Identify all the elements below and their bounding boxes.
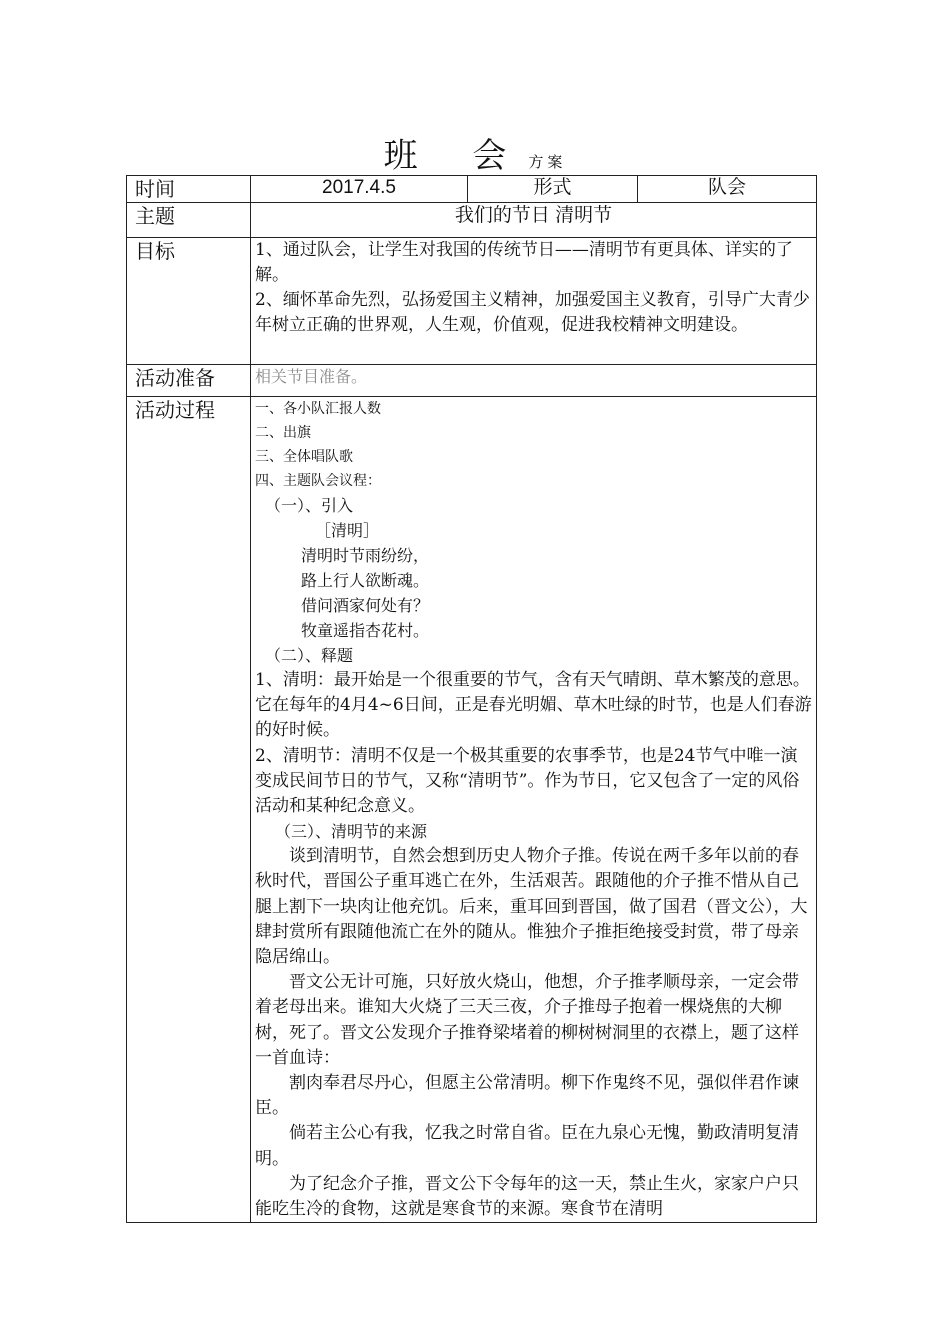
process-paragraph: 1、清明：最开始是一个很重要的节气，含有天气晴朗、草木繁茂的意思。它在每年的4月4~6日间，正是春光明媚、草木吐绿的时节，也是人们春游的好时候。 <box>255 670 812 741</box>
process-line: 一、各小队汇报人数 <box>255 401 381 417</box>
process-line: 二、出旗 <box>255 425 311 441</box>
theme-row <box>127 203 817 238</box>
process-line: 四、主题队会议程： <box>255 473 381 489</box>
process-paragraph: 谈到清明节，自然会想到历史人物介子推。传说在两千多年以前的春秋时代，晋国公子重耳逃亡在外，生活艰苦。跟随他的介子推不惜从自己腿上割下一块肉让他充饥。后来，重耳回到晋国，做了国君（晋文公），大肆封赏所有跟随他流亡在外的随从。惟独介子推拒绝接受封赏，带了母亲隐居绵山。 <box>255 846 808 968</box>
process-label: 活动过程 <box>127 397 251 1223</box>
process-row <box>127 397 817 1223</box>
process-paragraph: 2、清明节：清明不仅是一个极其重要的农事季节，也是24节气中唯一演变成民间节日的节气，又称“清明节”。作为节日，它又包含了一定的风俗活动和某种纪念意义。 <box>255 745 800 817</box>
section-heading: （一）、引入 <box>265 496 354 515</box>
blood-poem: 倘若主公心有我，忆我之时常自省。臣在九泉心无愧，勤政清明复清明。 <box>255 1123 799 1169</box>
poem-line: 清明时节雨纷纷， <box>301 546 430 565</box>
prep-value: 相关节目准备。 <box>251 365 817 397</box>
poem-line: 借问酒家何处有？ <box>301 596 430 615</box>
goal-row <box>127 238 817 365</box>
title-sub: 方案 <box>528 153 567 171</box>
process-paragraph: 晋文公无计可施，只好放火烧山，他想，介子推孝顺母亲，一定会带着老母出来。谁知大火烧了三天三夜，介子推母子抱着一棵烧焦的大柳树，死了。晋文公发现介子推脊梁堵着的柳树树洞里的衣襟上，题了这样一首血诗： <box>255 972 799 1068</box>
goal-item-2: 2、缅怀革命先烈，弘扬爱国主义精神，加强爱国主义教育，引导广大青少年树立正确的世界观，人生观，价值观，促进我校精神文明建设。 <box>255 290 810 335</box>
goal-label: 目标 <box>127 238 251 365</box>
time-label: 时间 <box>127 176 251 203</box>
time-row <box>127 176 817 203</box>
plan-table <box>126 175 817 1223</box>
poem-line: 牧童遥指杏花村。 <box>301 621 430 640</box>
time-value: 2017.4.5 <box>251 176 468 203</box>
title-main: 班 会 <box>383 136 529 176</box>
document-title <box>0 128 950 177</box>
process-line: 三、全体唱队歌 <box>255 449 353 465</box>
section-heading: （三）、清明节的来源 <box>275 822 428 842</box>
section-heading: （二）、释题 <box>265 646 354 665</box>
theme-value: 我们的节日 清明节 <box>251 203 817 238</box>
process-paragraph: 为了纪念介子推，晋文公下令每年的这一天，禁止生火，家家户户只能吃生冷的食物，这就是寒食节的来源。寒食节在清明 <box>255 1173 799 1220</box>
goal-item-1: 1、通过队会，让学生对我国的传统节日——清明节有更具体、详实的了解。 <box>255 240 793 285</box>
goal-cell <box>251 238 817 365</box>
poem-line: 路上行人欲断魂。 <box>301 571 430 590</box>
form-value: 队会 <box>638 176 817 203</box>
prep-row <box>127 365 817 397</box>
prep-label: 活动准备 <box>127 365 251 397</box>
blood-poem: 割肉奉君尽丹心，但愿主公常清明。柳下作鬼终不见，强似伴君作谏臣。 <box>255 1073 799 1119</box>
form-label: 形式 <box>468 176 638 203</box>
process-cell <box>251 397 817 1223</box>
poem-title: ［清明］ <box>315 521 380 540</box>
theme-label: 主题 <box>127 203 251 238</box>
